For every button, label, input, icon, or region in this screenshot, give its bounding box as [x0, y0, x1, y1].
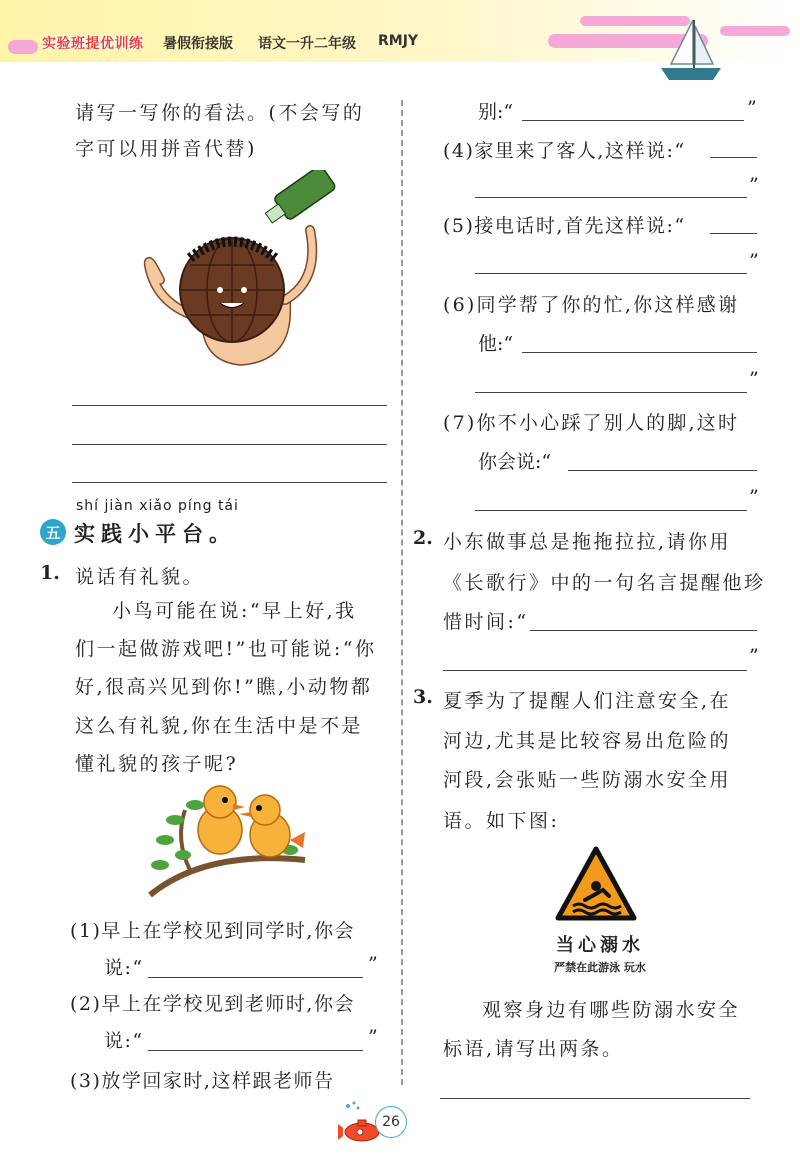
answer-line[interactable] [148, 1050, 363, 1051]
close-quote: ” [747, 97, 757, 119]
subquestion-3-prompt: 别:“ [478, 101, 514, 123]
subquestion-5: (5)接电话时,首先这样说:“ [443, 215, 686, 237]
header-pink-stripe [720, 26, 790, 36]
drowning-warning-sign-icon [555, 846, 637, 922]
sign-subtitle: 严禁在此游泳 玩水 [554, 961, 646, 974]
answer-line[interactable] [148, 977, 363, 978]
paragraph-line: 好,很高兴见到你!”瞧,小动物都 [75, 676, 373, 698]
page-number: 26 [375, 1106, 407, 1138]
paragraph-line: 小鸟可能在说:“早上好,我 [112, 600, 357, 622]
close-quote: ” [368, 1026, 378, 1048]
header-pink-stripe [8, 40, 38, 54]
question-line: 惜时间:“ [443, 611, 529, 633]
answer-line[interactable] [710, 157, 757, 158]
intro-text: 字可以用拼音代替) [75, 138, 257, 160]
subquestion-7: (7)你不小心踩了别人的脚,这时 [443, 412, 740, 434]
question-line: 河边,尤其是比较容易出危险的 [443, 730, 732, 752]
answer-line[interactable] [530, 630, 757, 631]
close-quote: ” [749, 486, 759, 508]
paragraph-line: 懂礼貌的孩子呢? [75, 753, 239, 775]
answer-line[interactable] [710, 233, 757, 234]
subquestion-2-prompt: 说:“ [104, 1030, 144, 1052]
section-title: 实践小平台。 [74, 522, 236, 546]
question-line: 观察身边有哪些防溺水安全 [482, 999, 741, 1021]
close-quote: ” [749, 250, 759, 272]
page-header [0, 0, 800, 62]
earth-cartoon-illustration [120, 170, 340, 370]
close-quote: ” [749, 368, 759, 390]
subquestion-3: (3)放学回家时,这样跟老师告 [70, 1070, 335, 1092]
question-line: 语。如下图: [443, 810, 560, 832]
question-line: 河段,会张贴一些防溺水安全用 [443, 769, 732, 791]
answer-line[interactable] [522, 120, 744, 121]
publisher-label: RMJY [378, 33, 419, 49]
answer-line[interactable] [440, 1098, 750, 1099]
answer-line[interactable] [522, 352, 757, 353]
intro-text: 请写一写你的看法。(不会写的 [75, 102, 365, 124]
section-pinyin: shí jiàn xiǎo píng tái [76, 498, 239, 514]
book-brand: 实验班提优训练 [42, 36, 144, 52]
paragraph-line: 这么有礼貌,你在生活中是不是 [75, 715, 364, 737]
question-line: 小东做事总是拖拖拉拉,请你用 [443, 531, 732, 553]
question-line: 夏季为了提醒人们注意安全,在 [443, 690, 732, 712]
answer-line[interactable] [568, 470, 757, 471]
answer-line[interactable] [475, 197, 747, 198]
paragraph-line: 们一起做游戏吧!”也可能说:“你 [75, 638, 377, 660]
question-line: 标语,请写出两条。 [443, 1038, 624, 1060]
edition-label: 暑假衔接版 [163, 36, 233, 52]
birds-on-branch-illustration [145, 780, 315, 900]
subquestion-6: (6)同学帮了你的忙,你这样感谢 [443, 294, 740, 316]
subject-label: 语文一升二年级 [258, 36, 356, 52]
close-quote: ” [368, 953, 378, 975]
subquestion-4: (4)家里来了客人,这样说:“ [443, 140, 686, 162]
answer-line[interactable] [72, 444, 387, 445]
subquestion-1: (1)早上在学校见到同学时,你会 [70, 920, 355, 942]
column-divider [401, 100, 403, 1085]
subquestion-2: (2)早上在学校见到老师时,你会 [70, 993, 355, 1015]
close-quote: ” [749, 645, 759, 667]
question-title: 说话有礼貌。 [75, 566, 205, 588]
question-number: 2. [413, 527, 433, 549]
answer-line[interactable] [72, 482, 387, 483]
answer-line[interactable] [475, 510, 747, 511]
answer-line[interactable] [443, 670, 747, 671]
answer-line[interactable] [72, 405, 387, 406]
answer-line[interactable] [475, 273, 747, 274]
answer-line[interactable] [475, 392, 747, 393]
section-number-badge: 五 [40, 519, 66, 545]
subquestion-1-prompt: 说:“ [104, 957, 144, 979]
question-number: 3. [413, 686, 433, 708]
subquestion-7-prompt: 你会说:“ [478, 451, 552, 473]
sign-title: 当心溺水 [556, 935, 644, 956]
close-quote: ” [749, 174, 759, 196]
question-number: 1. [40, 562, 60, 584]
subquestion-6-prompt: 他:“ [478, 333, 514, 355]
sailboat-icon [655, 18, 725, 82]
question-line: 《长歌行》中的一句名言提醒他珍 [443, 572, 766, 594]
